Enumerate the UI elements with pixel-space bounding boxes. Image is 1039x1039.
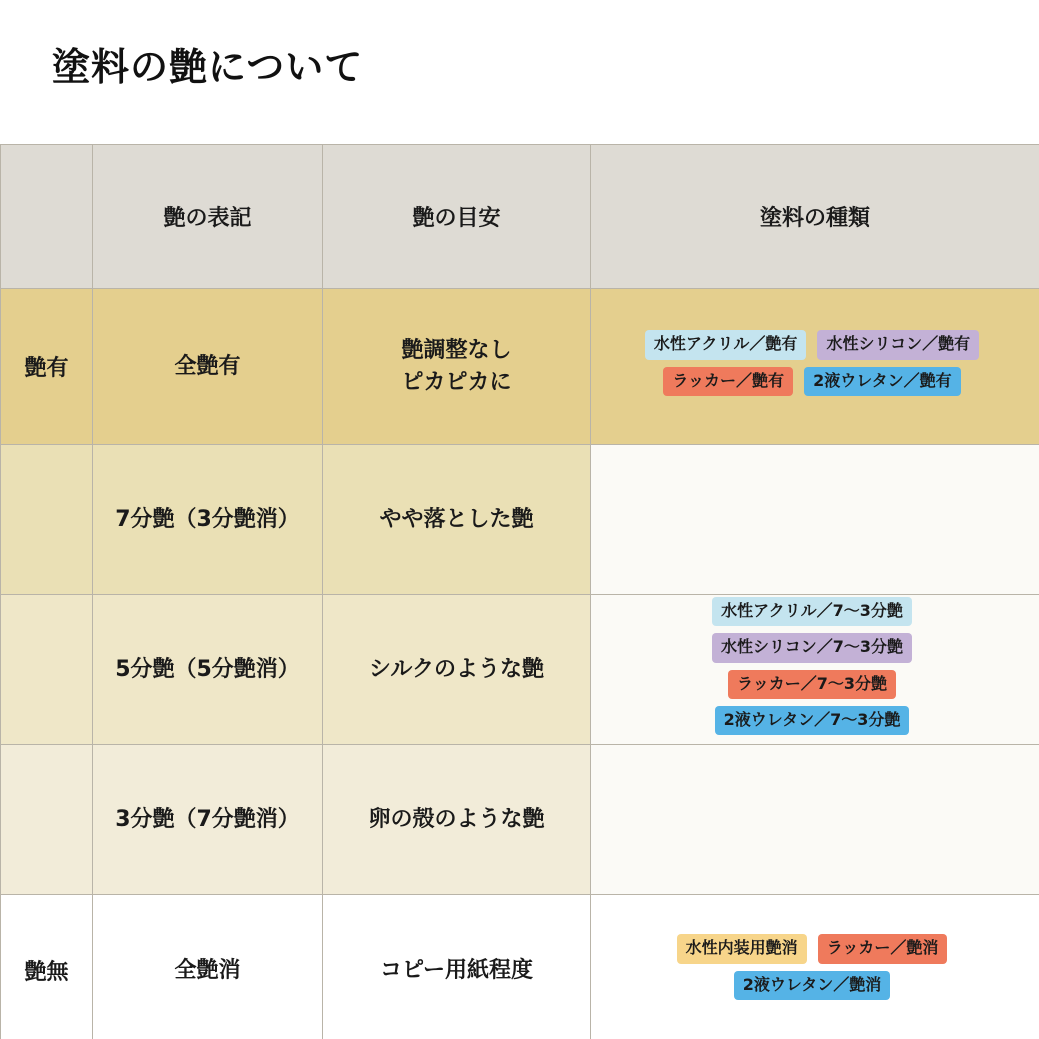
row-types: [591, 289, 1039, 445]
row-types: [591, 445, 1039, 595]
row-guide-line1: 艶調整なし: [401, 337, 512, 363]
row-notation: 3分艶（7分艶消）: [93, 745, 323, 895]
gloss-table: [0, 144, 1039, 1039]
column-header-types: 塗料の種類: [591, 145, 1039, 289]
table-row: [1, 595, 1039, 745]
paint-type-tag: 水性内装用艶消: [677, 934, 807, 963]
row-types: [591, 895, 1039, 1039]
paint-type-tag: ラッカー／艶消: [818, 934, 948, 963]
row-types: [591, 745, 1039, 895]
paint-type-tag: 水性シリコン／7〜3分艶: [712, 633, 912, 662]
page-title: 塗料の艶について: [52, 45, 364, 89]
paint-type-tag: 2液ウレタン／艶消: [734, 971, 891, 1000]
table-row: [1, 745, 1039, 895]
row-guide: 卵の殻のような艶: [323, 745, 591, 895]
paint-type-tag: 水性アクリル／艶有: [645, 330, 807, 359]
row-group-label: [1, 595, 93, 745]
row-notation: 全艶有: [93, 289, 323, 445]
tag-list: [591, 934, 1039, 1007]
table-row: [1, 895, 1039, 1039]
row-guide: [323, 289, 591, 445]
paint-type-tag: 2液ウレタン／7〜3分艶: [715, 706, 910, 735]
row-guide: コピー用紙程度: [323, 895, 591, 1039]
column-header-notation: 艶の表記: [93, 145, 323, 289]
table-body: [1, 289, 1039, 1039]
row-group-label: 艶無: [1, 895, 93, 1039]
tag-list: [591, 330, 1039, 403]
paint-type-tag: ラッカー／7〜3分艶: [728, 670, 896, 699]
column-header-group: [1, 145, 93, 289]
table-header-row: [1, 145, 1039, 289]
row-notation: 7分艶（3分艶消）: [93, 445, 323, 595]
column-header-guide: 艶の目安: [323, 145, 591, 289]
tag-list: [591, 597, 1039, 743]
row-group-label: [1, 745, 93, 895]
paint-type-tag: 水性アクリル／7〜3分艶: [712, 597, 912, 626]
row-group-label: 艶有: [1, 289, 93, 445]
row-guide-line2: ピカピカに: [401, 369, 512, 395]
table-row: [1, 445, 1039, 595]
row-notation: 全艶消: [93, 895, 323, 1039]
row-guide: やや落とした艶: [323, 445, 591, 595]
paint-type-tag: 水性シリコン／艶有: [817, 330, 979, 359]
paint-type-tag: ラッカー／艶有: [663, 367, 793, 396]
row-notation: 5分艶（5分艶消）: [93, 595, 323, 745]
row-guide: シルクのような艶: [323, 595, 591, 745]
row-types: [591, 595, 1039, 745]
paint-type-tag: 2液ウレタン／艶有: [804, 367, 961, 396]
row-group-label: [1, 445, 93, 595]
table-row: [1, 289, 1039, 445]
table-header: [1, 145, 1039, 289]
